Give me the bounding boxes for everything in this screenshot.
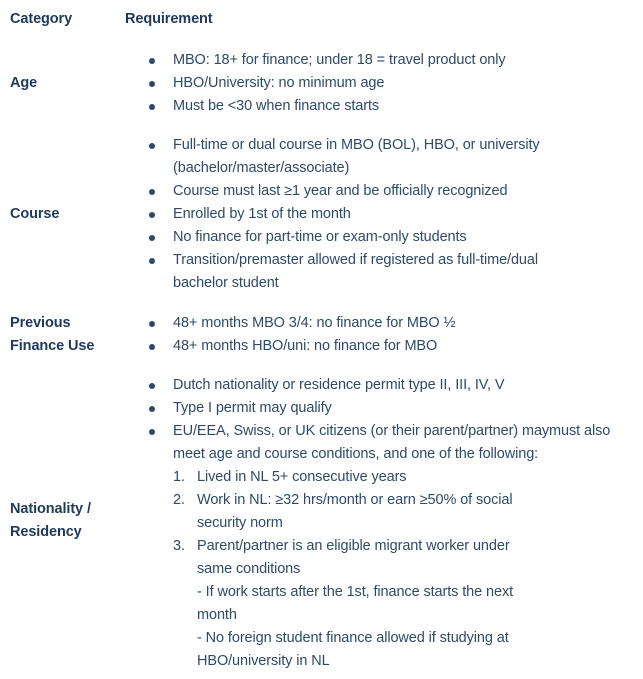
- bullet-icon: [149, 189, 155, 195]
- bullet-icon: [149, 321, 155, 327]
- bullet-icon: [149, 383, 155, 389]
- list-item: No finance for part-time or exam-only students: [125, 226, 565, 249]
- category-nationality-residency: Nationality / Residency: [10, 501, 91, 540]
- bullet-icon: [149, 235, 155, 241]
- list-item: Type I permit may qualify: [125, 397, 620, 420]
- requirement-list: [125, 374, 620, 673]
- requirement-previous-finance-use: [125, 312, 625, 358]
- bullet-icon: [149, 406, 155, 412]
- bullet-icon: [149, 143, 155, 149]
- bullet-icon: [149, 104, 155, 110]
- list-item: Full-time or dual course in MBO (BOL), HBO, or university (bachelor/master/associate): [125, 134, 565, 180]
- requirement-list: [125, 134, 565, 295]
- bullet-icon: [149, 81, 155, 87]
- header-category: Category: [10, 11, 73, 27]
- requirement-list: [125, 312, 625, 358]
- header-requirement: Requirement: [125, 11, 213, 27]
- list-item: Enrolled by 1st of the month: [125, 203, 565, 226]
- list-item: Transition/premaster allowed if registered as full-time/dual bachelor student: [125, 249, 565, 295]
- bullet-icon: [149, 58, 155, 64]
- requirement-course: [125, 134, 565, 295]
- list-item: Must be <30 when finance starts: [125, 95, 625, 118]
- bullet-icon: [149, 258, 155, 264]
- note: - If work starts after the 1st, finance starts the next month: [197, 584, 514, 623]
- category-age: Age: [10, 75, 38, 91]
- requirement-age: [125, 49, 625, 118]
- bullet-icon: [149, 429, 155, 435]
- list-item: Course must last ≥1 year and be officially recognized: [125, 180, 565, 203]
- numbered-item: 2. Work in NL: ≥32 hrs/month or earn ≥50% of social security norm: [173, 492, 513, 531]
- list-item: MBO: 18+ for finance; under 18 = travel product only: [125, 49, 625, 72]
- note: - No foreign student finance allowed if studying at HBO/university in NL: [197, 630, 509, 669]
- table-header: [0, 11, 643, 31]
- numbered-item: 1. Lived in NL 5+ consecutive years: [173, 469, 407, 485]
- requirement-nationality-residency: [125, 374, 620, 673]
- list-item: 48+ months MBO 3/4: no finance for MBO ½: [125, 312, 625, 335]
- requirement-list: [125, 49, 625, 118]
- list-item: 48+ months HBO/uni: no finance for MBO: [125, 335, 625, 358]
- list-item: HBO/University: no minimum age: [125, 72, 625, 95]
- list-item: EU/EEA, Swiss, or UK citizens (or their parent/partner) maymust also meet age and course conditions, and one of the following: 1. Lived in NL 5+ consecutive years 2. Work in NL: ≥32 hrs/month or earn ≥50% of social security norm 3. Parent/partner is an eligible migrant worker under same conditions - If work starts after the 1st, finance starts the next month - No foreign student finance allowed if studying at HBO/university in NL: [125, 420, 620, 673]
- list-item: Dutch nationality or residence permit type II, III, IV, V: [125, 374, 620, 397]
- bullet-icon: [149, 212, 155, 218]
- bullet-icon: [149, 344, 155, 350]
- category-course: Course: [10, 206, 60, 222]
- conditions-list: [149, 466, 544, 673]
- numbered-item: 3. Parent/partner is an eligible migrant worker under same conditions - If work starts after the 1st, finance starts the next month - No foreign student finance allowed if studying at HBO/university in NL: [149, 535, 544, 673]
- category-previous-finance-use: Previous Finance Use: [10, 315, 95, 354]
